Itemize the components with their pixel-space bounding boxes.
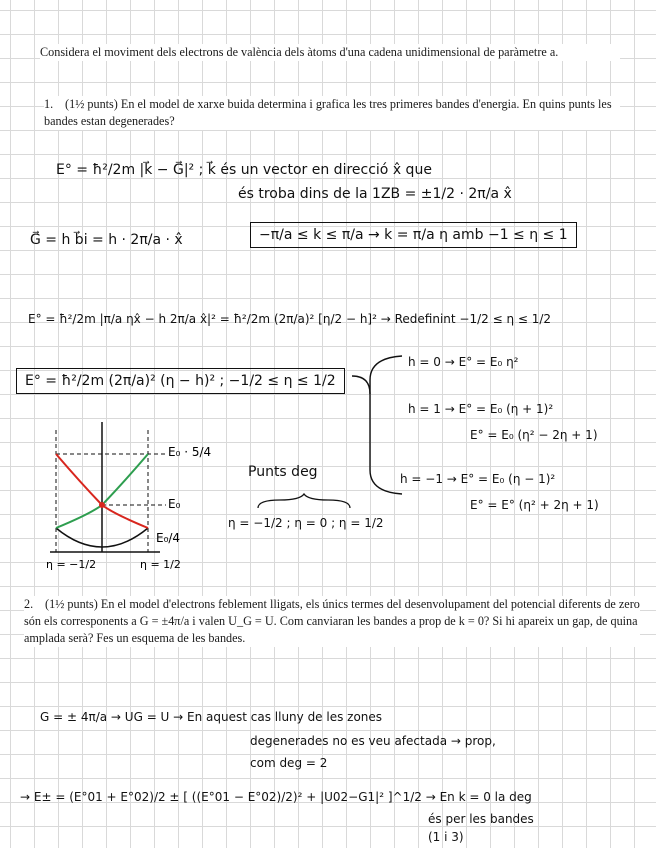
hw-degenerate-points: η = −1/2 ; η = 0 ; η = 1/2 (228, 516, 384, 530)
label-eta-right: η = 1/2 (140, 558, 181, 570)
hw-q2-line3: com deg = 2 (250, 756, 328, 770)
hw-q2-line2: degenerades no es veu afectada → prop, (250, 734, 496, 748)
hw-reciprocal-vector: G⃗ = h b⃗i = h · 2π/a · x̂ (30, 232, 183, 248)
hw-q2-line1: G = ± 4π/a → UG = U → En aquest cas lluny de les zones (40, 710, 383, 724)
question-1-number: 1. (44, 97, 54, 111)
hw-case-hm1-expanded: E° = E° (η² + 2η + 1) (470, 498, 599, 512)
hw-energy-expansion: E° = ħ²/2m |π/a ηx̂ − h 2π/a x̂|² = ħ²/2m (2π/a)² [η/2 − h]² → Redefinint −1/2 ≤ η ≤ 1/2 (28, 312, 552, 326)
hw-q2-line4: → E± = (E°01 + E°02)/2 ± [ ((E°01 − E°02)/2)² + |U02−G1|² ]^1/2 → En k = 0 la deg (20, 790, 532, 804)
label-eta-left: η = −1/2 (46, 558, 97, 570)
intro-paragraph: Considera el moviment dels electrons de valència dels àtoms d'una cadena unidimensional de paràmetre a. (40, 44, 620, 61)
question-2-number: 2. (24, 597, 34, 611)
label-low-level: E₀/4 (156, 531, 181, 545)
hw-degenerate-title: Punts deg (248, 464, 318, 480)
question-2-text: (1½ punts) En el model d'electrons feblement lligats, els únics termes del desenvolupament del potencial diferents de zero són els corresponents a G = ±4π/a i valen U_G = U. Com canviaran les bandes a prop de k = 0? Si hi apareix un gap, de quina amplada serà? Fes un esquema de les bandes. (24, 597, 640, 645)
label-top-level: E₀ · 5/4 (168, 445, 212, 459)
hw-first-zone: és troba dins de la 1ZB = ±1/2 · 2π/a x̂ (238, 186, 512, 202)
hw-case-hm1: h = −1 → E° = E₀ (η − 1)² (400, 472, 556, 486)
crossing-point (99, 502, 105, 508)
bands-sketch (40, 420, 230, 570)
hw-case-h0: h = 0 → E° = E₀ η² (408, 355, 519, 369)
hw-k-range-box: −π/a ≤ k ≤ π/a → k = π/a η amb −1 ≤ η ≤ 1 (250, 222, 577, 248)
hw-case-h1-expanded: E° = E₀ (η² − 2η + 1) (470, 428, 598, 442)
question-1-text: (1½ punts) En el model de xarxe buida determina i grafica les tres primeres bandes d'energia. En quins punts les bandes estan degenerades? (44, 97, 612, 128)
label-mid-level: E₀ (168, 497, 181, 511)
hw-energy-formula: E° = ħ²/2m |k⃗ − G⃗|² ; k⃗ és un vector en direcció x̂ que (56, 162, 432, 178)
question-2 (24, 596, 640, 647)
degenerate-brace (256, 492, 352, 512)
hw-q2-line6: (1 i 3) (428, 830, 464, 844)
question-1 (44, 96, 620, 130)
hw-case-h1: h = 1 → E° = E₀ (η + 1)² (408, 402, 554, 416)
hw-boxed-energy: E° = ħ²/2m (2π/a)² (η − h)² ; −1/2 ≤ η ≤ 1/2 (16, 368, 345, 394)
hw-q2-line5: és per les bandes (428, 812, 534, 826)
